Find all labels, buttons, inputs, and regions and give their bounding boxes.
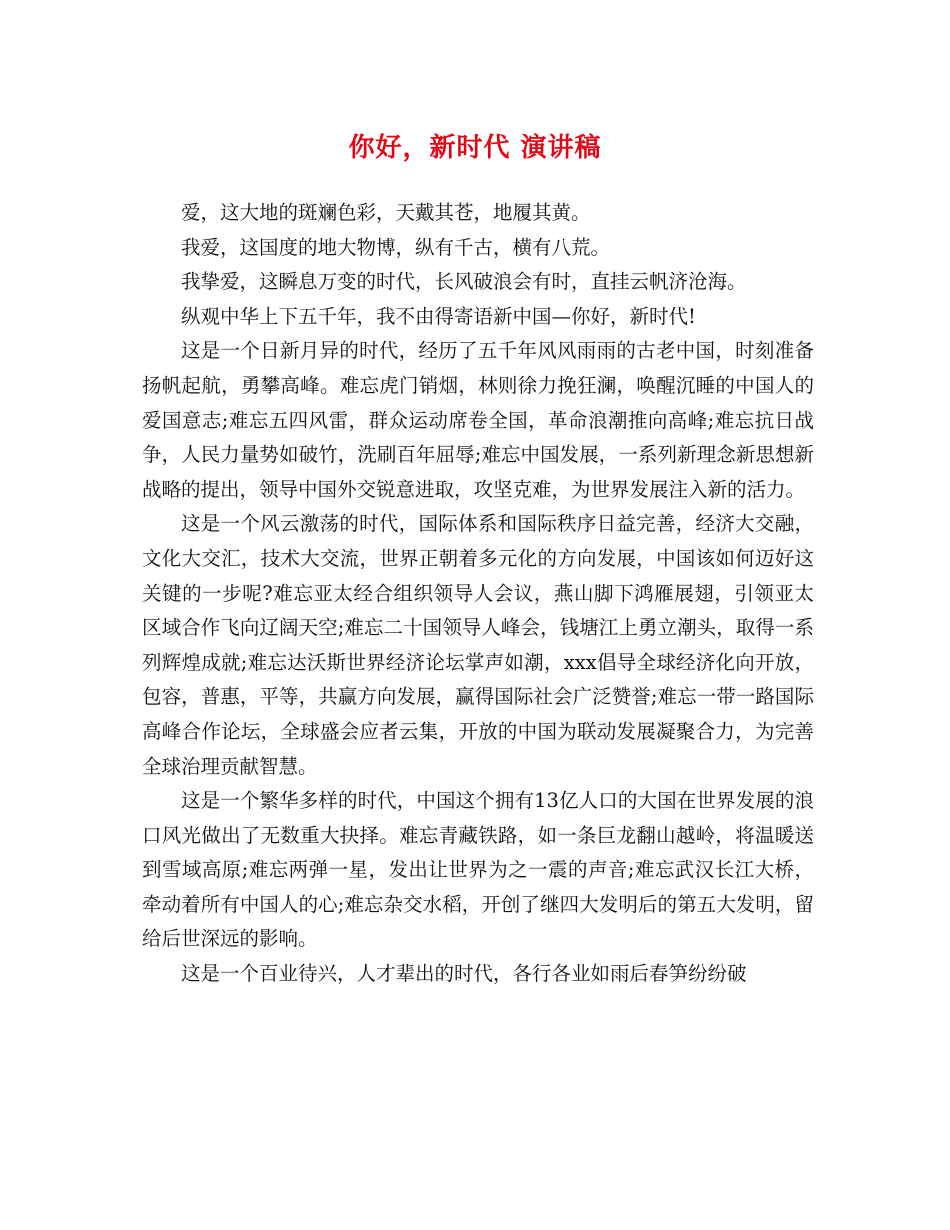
paragraph: 这是一个百业待兴，人才辈出的时代，各行各业如雨后春笋纷纷破 — [181, 962, 747, 986]
document-title: 你好，新时代 演讲稿 — [348, 133, 602, 163]
paragraph: 我爱，这国度的地大物博，纵有千古，横有八荒。 — [181, 235, 611, 259]
paragraph: 这是一个繁华多样的时代，中国这个拥有13亿人口的大国在世界发展的浪口风光做出了无数重大抉择。难忘青藏铁路，如一条巨龙翻山越岭，将温暖送到雪域高原;难忘两弹一星，发出让世界为之一震的声音;难忘武汉长江大桥，牵动着所有中国人的心;难忘杂交水稻，开创了继四大发明后的第五大发明，留给后世深远的影响。 — [142, 789, 814, 951]
paragraph: 这是一个风云激荡的时代，国际体系和国际秩序日益完善，经济大交融，文化大交汇，技术大交流，世界正朝着多元化的方向发展，中国该如何迈好这关键的一步呢?难忘亚太经合组织领导人会议，燕山脚下鸿雁展翅，引领亚太区域合作飞向辽阔天空;难忘二十国领导人峰会，钱塘江上勇立潮头，取得一系列辉煌成就;难忘达沃斯世界经济论坛掌声如潮，xxx倡导全球经济化向开放，包容，普惠，平等，共赢方向发展，赢得国际社会广泛赞誉;难忘一带一路国际高峰合作论坛，全球盛会应者云集，开放的中国为联动发展凝聚合力，为完善全球治理贡献智慧。 — [142, 512, 814, 778]
paragraph: 爱，这大地的斑斓色彩，天戴其苍，地履其黄。 — [181, 201, 591, 224]
document-body — [142, 196, 814, 992]
paragraph: 我挚爱，这瞬息万变的时代，长风破浪会有时，直挂云帆济沧海。 — [181, 270, 747, 294]
paragraph: 这是一个日新月异的时代，经历了五千年风风雨雨的古老中国，时刻准备扬帆起航，勇攀高峰。难忘虎门销烟，林则徐力挽狂澜，唤醒沉睡的中国人的爱国意志;难忘五四风雷，群众运动席卷全国，革命浪潮推向高峰;难忘抗日战争，人民力量势如破竹，洗刷百年屈辱;难忘中国发展，一系列新理念新思想新战略的提出，领导中国外交锐意进取，攻坚克难，为世界发展注入新的活力。 — [142, 339, 814, 501]
paragraph: 纵观中华上下五千年，我不由得寄语新中国—你好，新时代! — [181, 304, 696, 328]
